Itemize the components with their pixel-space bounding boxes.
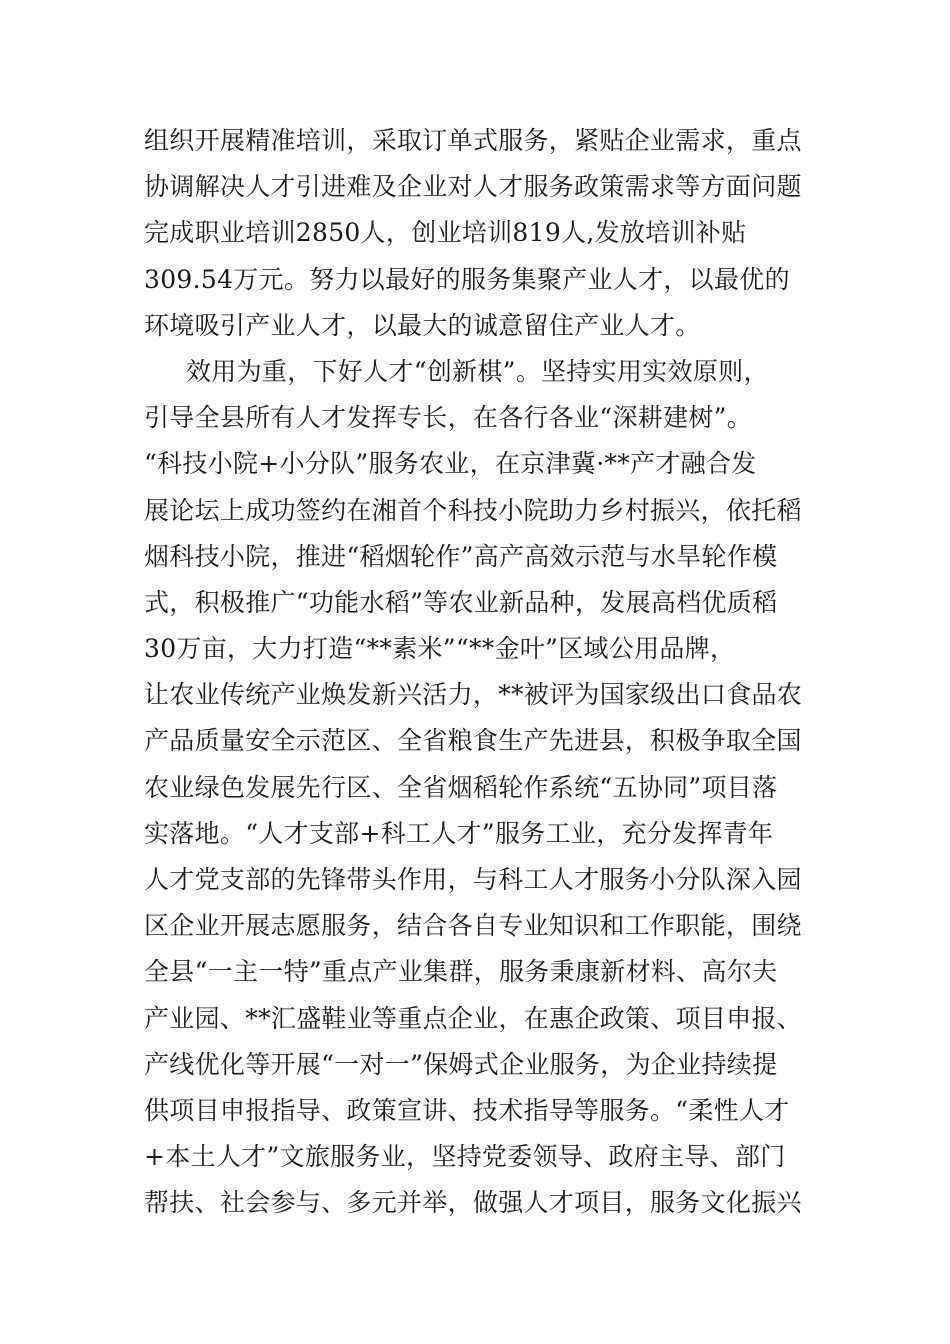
text-line: 区企业开展志愿服务，结合各自专业知识和工作职能，围绕 [144, 911, 802, 941]
text-line: 供项目申报指导、政策宣讲、技术指导等服务。“柔性人才 [144, 1095, 790, 1125]
text-line: +本土人才”文旅服务业，坚持党委领导、政府主导、部门 [144, 1142, 786, 1172]
text-line: 引导全县所有人才发挥专长，在各行各业“深耕建树”。 [144, 403, 753, 433]
text-line: 式，积极推广“功能水稻”等农业新品种，发展高档优质稻 [144, 587, 778, 617]
text-line: 协调解决人才引进难及企业对人才服务政策需求等方面问题 [144, 172, 802, 202]
text-line: 环境吸引产业人才，以最大的诚意留住产业人才。 [144, 310, 701, 340]
text-line: 让农业传统产业焕发新兴活力，**被评为国家级出口食品农 [144, 680, 803, 710]
text-line: 产业园、**汇盛鞋业等重点企业，在惠企政策、项目申报、 [144, 1003, 803, 1033]
text-line: 全县“一主一特”重点产业集群，服务秉康新材料、高尔夫 [144, 957, 778, 987]
text-line: 展论坛上成功签约在湘首个科技小院助力乡村振兴，依托稻 [144, 495, 802, 525]
text-line: “科技小院+小分队”服务农业，在京津冀·**产才融合发 [144, 449, 757, 479]
text-line: 农业绿色发展先行区、全省烟稻轮作系统“五协同”项目落 [144, 772, 778, 802]
text-line: 完成职业培训2850人，创业培训819人,发放培训补贴 [144, 218, 747, 248]
text-line: 产线优化等开展“一对一”保姆式企业服务，为企业持续提 [144, 1049, 778, 1079]
text-line: 人才党支部的先锋带头作用，与科工人才服务小分队深入园 [144, 865, 802, 894]
text-line: 309.54万元。努力以最好的服务集聚产业人才，以最优的 [144, 264, 790, 294]
text-line: 实落地。“人才支部+科工人才”服务工业，充分发挥青年 [144, 818, 774, 848]
text-line: 烟科技小院，推进“稻烟轮作”高产高效示范与水旱轮作模 [144, 541, 778, 571]
text-line: 30万亩，大力打造“**素米”“**金叶”区域公用品牌， [144, 634, 736, 664]
text-line: 组织开展精准培训，采取订单式服务，紧贴企业需求，重点 [144, 126, 802, 155]
text-line: 产品质量安全示范区、全省粮食生产先进县，积极争取全国 [144, 726, 802, 756]
body-text [144, 118, 824, 1227]
text-line: 帮扶、社会参与、多元并举，做强人才项目，服务文化振兴 [144, 1188, 802, 1218]
text-line: 效用为重，下好人才“创新棋”。坚持实用实效原则， [186, 356, 769, 386]
